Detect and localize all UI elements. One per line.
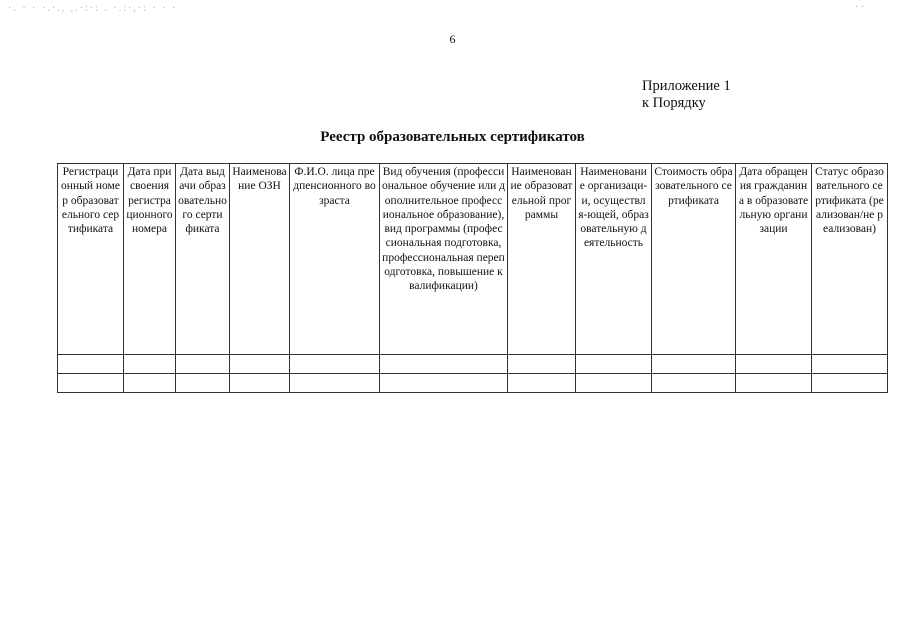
header-row [58, 164, 888, 355]
appendix-line-1: Приложение 1 [642, 78, 731, 94]
table-cell[interactable] [124, 374, 176, 393]
table-cell[interactable] [508, 374, 576, 393]
table-cell[interactable] [576, 374, 652, 393]
appendix-line-2: к Порядку [642, 95, 706, 111]
table-cell[interactable] [176, 374, 230, 393]
table-row [58, 355, 888, 374]
col-header-certificate-cost: Стоимость образовательного сертификата [652, 164, 736, 355]
document-title: Реестр образовательных сертификатов [320, 129, 585, 145]
col-header-application-date: Дата обращения гражданина в образовательную организации [736, 164, 812, 355]
col-header-reg-number: Регистрационный номер образовательного сертификата [58, 164, 124, 355]
table-cell[interactable] [290, 355, 380, 374]
table-cell[interactable] [508, 355, 576, 374]
col-header-person-name: Ф.И.О. лица предпенсионного возраста [290, 164, 380, 355]
appendix-note [642, 78, 731, 112]
table-cell[interactable] [176, 355, 230, 374]
col-header-training-type: Вид обучения (профессиональное обучение или дополнительное профессиональное образование), вид программы (профессиональная подготовка, профессиональная переподготовка, повышение квалификации) [380, 164, 508, 355]
col-header-certificate-status: Статус образовательного сертификата (реализован/не реализован) [812, 164, 888, 355]
col-header-program-name: Наименование образовательной программы [508, 164, 576, 355]
table-cell[interactable] [58, 374, 124, 393]
table-cell[interactable] [576, 355, 652, 374]
table-cell[interactable] [124, 355, 176, 374]
col-header-organization-name: Наименование организации, осуществля-ющей, образовательную деятельность [576, 164, 652, 355]
table-cell[interactable] [230, 374, 290, 393]
table-cell[interactable] [652, 374, 736, 393]
table-row [58, 374, 888, 393]
table-cell[interactable] [736, 355, 812, 374]
scan-artifact: ·. · · ·.·., ,.·:·: . ·.:·,·: · · · [8, 3, 178, 14]
col-header-issue-date: Дата выдачи образовательного сертификата [176, 164, 230, 355]
table-cell[interactable] [290, 374, 380, 393]
col-header-ozn-name: Наименование ОЗН [230, 164, 290, 355]
table-cell[interactable] [812, 374, 888, 393]
table-cell[interactable] [652, 355, 736, 374]
registry-table [57, 163, 888, 393]
table-cell[interactable] [230, 355, 290, 374]
scan-artifact-right: · · [855, 2, 865, 13]
table-cell[interactable] [736, 374, 812, 393]
page-number: 6 [449, 32, 456, 46]
table-cell[interactable] [380, 374, 508, 393]
table-cell[interactable] [58, 355, 124, 374]
col-header-assign-date: Дата присвоения регистрационного номера [124, 164, 176, 355]
table-cell[interactable] [380, 355, 508, 374]
table-cell[interactable] [812, 355, 888, 374]
